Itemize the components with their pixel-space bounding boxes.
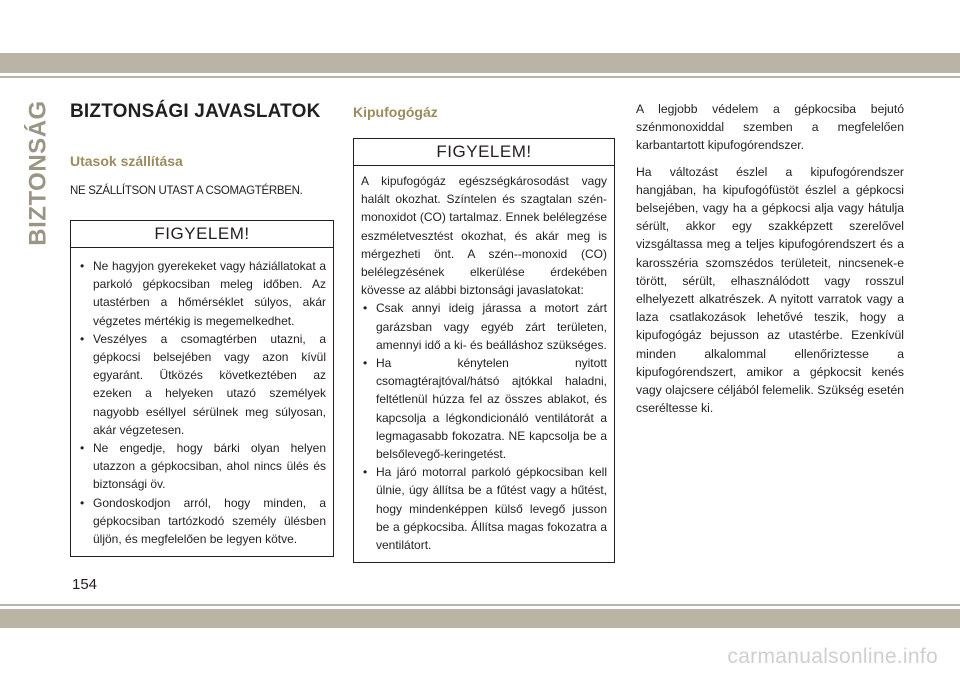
warning-intro: A kipufogógáz egészségkárosodást vagy halált okozhat. Színtelen és szagtalan szén-monoxidot (CO) tartalmaz. Ennek belélegzése eszméletvesztést okozhat, és akár meg is mérgezheti önt. A szén--monoxid (CO) belélegzésének elkerülése érdekében kövesse az alábbi biztonsági javaslatokat: [361,174,607,298]
column-2 [353,100,615,563]
warning-item: • Ha kénytelen nyitott csomagtérajtóval/hátsó ajtókkal haladni, feltétlenül húzza fel az összes ablakot, és kapcsolja a légkondicionáló ventilátorát a legmagasabb fokozatra. NE kapcsolja be a belsőlevegő-keringetést. [361,354,607,463]
footer-band [0,609,960,628]
warning-box-exhaust [353,138,615,563]
section-title: BIZTONSÁGI JAVASLATOK [70,101,321,122]
warning-item: • Gondoskodjon arról, hogy minden, a gépkocsiban tartózkodó személy ülésben üljön, és megfelelően be legyen kötve. [78,494,326,549]
header-band [0,53,960,73]
subsection-title: Utasok szállítása [70,153,183,169]
body-paragraph: A legjobb védelem a gépkocsiba bejutó szénmonoxiddal szemben a megfelelően karbantartott kipufogórendszer. [636,102,904,153]
page-number: 154 [72,576,98,593]
warning-box-passengers [70,220,334,557]
column-3 [636,100,904,425]
column-1 [70,100,334,557]
watermark-text: carmanualsonline.info [727,645,938,668]
side-section-tab [25,100,53,245]
header-rule [0,76,960,78]
body-paragraph: Ha változást észlel a kipufogórendszer hangjában, ha kipufogófüstöt észlel a gépkocsi belsejében, vagy ha a gépkocsi alja vagy hátulja sérült, akkor egy szakképzett szerelővel vizsgáltassa meg a teljes kipufogórendszert és a karosszéria szomszédos területeit, nincsenek-e törött, sérült, elhasználódott vagy rosszul elhelyezett alkatrészek. A nyitott varratok vagy a laza csatlakozások lehetővé teszik, hogy a kipufogógáz bejusson az utastérbe. Ezenkívül minden alkalommal ellenőriztesse a kipufogórendszert, amikor a gépkocsit kenés vagy olajcsere céljából felemelik. Szükség esetén cseréltesse ki. [636,164,904,416]
warning-body [354,166,614,562]
warning-item: • Csak annyi ideig járassa a motort zárt garázsban vagy egyéb zárt területen, amennyi idő a ki- és beálláshoz szükséges. [361,299,607,354]
side-section-tab-label: BIZTONSÁG [25,99,52,246]
warning-list [78,257,326,548]
subsection-title-exhaust: Kipufogógáz [353,104,438,120]
warning-heading: FIGYELEM! [354,139,614,166]
footer-rule [0,604,960,606]
warning-item: • Veszélyes a csomagtérben utazni, a gépkocsi belsejében vagy azon kívül egyaránt. Ütközés következtében az ezeken a helyeken utazó személyek nagyobb eséllyel sérülnek meg súlyosan, akár végzetesen. [78,330,326,439]
warning-item: • Ha járó motorral parkoló gépkocsiban kell ülnie, úgy állítsa be a fűtést vagy a hűtést, hogy mindenképpen külső levegő jusson be a gépkocsiba. Állítsa magas fokozatra a ventilátort. [361,463,607,554]
warning-item: • Ne hagyjon gyerekeket vagy háziállatokat a parkoló gépkocsiban meleg időben. Az utastérben a hőmérséklet súlyos, akár végzetes mértékig is megemelkedhet. [78,257,326,330]
warning-body [71,248,333,556]
warning-list [361,299,607,554]
warning-heading: FIGYELEM! [71,221,333,248]
caps-note: NE SZÁLLÍTSON UTAST A CSOMAGTÉRBEN. [70,185,303,197]
warning-item: • Ne engedje, hogy bárki olyan helyen utazzon a gépkocsiban, ahol nincs ülés és biztonsági öv. [78,439,326,494]
